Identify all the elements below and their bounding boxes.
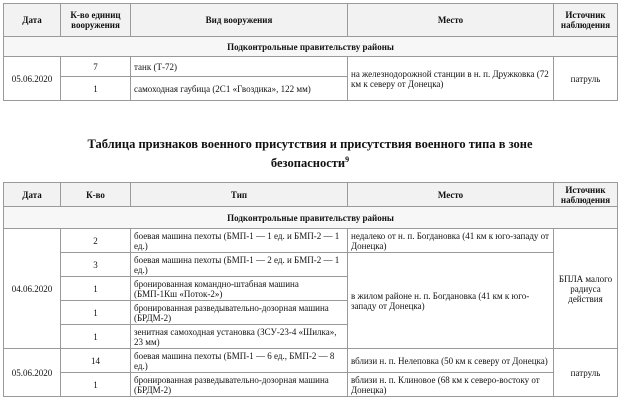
- row-place: на железнодорожной станции в н. п. Дружковка (72 км к северу от Донецка): [348, 57, 554, 101]
- header-qty: К-во: [61, 183, 131, 207]
- caption-line1: Таблица признаков военного присутствия и присутствия военного типа в зоне: [87, 137, 533, 151]
- row-type: боевая машина пехоты (БМП-1 — 6 ед., БМП-2 — 8 ед.): [131, 349, 348, 373]
- header-date: Дата: [4, 183, 61, 207]
- row-qty: 7: [61, 57, 131, 77]
- footnote-marker: 9: [345, 155, 350, 164]
- table-row: [4, 57, 618, 77]
- header-place: Место: [348, 4, 554, 37]
- table-row: [4, 229, 618, 253]
- row-qty: 1: [61, 373, 131, 397]
- row-source: патруль: [554, 349, 618, 397]
- row-type: самоходная гаубица (2С1 «Гвоздика», 122 мм): [131, 77, 348, 101]
- table-weapons: [3, 3, 618, 101]
- table-header-row: [4, 4, 618, 37]
- section-row: [4, 207, 618, 229]
- header-qty: К-во единиц вооружения: [61, 4, 131, 37]
- table-military-presence: [3, 182, 618, 397]
- caption-line2: безопасности: [270, 156, 346, 171]
- row-type: бронированная разведывательно-дозорная машина (БРДМ-2): [131, 301, 348, 325]
- row-type: боевая машина пехоты (БМП-1 — 2 ед. и БМП-2 — 1 ед.): [131, 253, 348, 277]
- table-header-row: [4, 183, 618, 207]
- header-place: Место: [348, 183, 554, 207]
- row-date: 05.06.2020: [4, 349, 61, 397]
- header-type: Тип: [131, 183, 348, 207]
- row-place: недалеко от н. п. Богдановка (41 км к юго-западу от Донецка): [348, 229, 554, 253]
- header-date: Дата: [4, 4, 61, 37]
- row-type: боевая машина пехоты (БМП-1 — 1 ед. и БМП-2 — 1 ед.): [131, 229, 348, 253]
- row-source: БПЛА малого радиуса действия: [554, 229, 618, 349]
- row-qty: 1: [61, 301, 131, 325]
- row-qty: 2: [61, 229, 131, 253]
- row-source: патруль: [554, 57, 618, 101]
- table-caption: [0, 136, 620, 171]
- section-title: Подконтрольные правительству районы: [4, 37, 618, 57]
- row-place: в жилом районе н. п. Богдановка (41 км к юго-западу от Донецка): [348, 253, 554, 349]
- row-place: вблизи н. п. Нелеповка (50 км к северу от Донецка): [348, 349, 554, 373]
- section-row: [4, 37, 618, 57]
- row-qty: 3: [61, 253, 131, 277]
- section-title: Подконтрольные правительству районы: [4, 207, 618, 229]
- row-type: бронированная разведывательно-дозорная машина (БРДМ-2): [131, 373, 348, 397]
- row-date: 05.06.2020: [4, 57, 61, 101]
- header-source: Источник наблюдения: [554, 4, 618, 37]
- row-place: вблизи н. п. Клиновое (68 км к северо-востоку от Донецка): [348, 373, 554, 397]
- table-row: [4, 349, 618, 373]
- row-qty: 14: [61, 349, 131, 373]
- row-type: зенитная самоходная установка (ЗСУ-23-4 «Шилка», 23 мм): [131, 325, 348, 349]
- header-weapon-type: Вид вооружения: [131, 4, 348, 37]
- row-type: бронированная командно-штабная машина (БМП-1Кш «Поток-2»): [131, 277, 348, 301]
- header-source: Источник наблюдения: [554, 183, 618, 207]
- row-qty: 1: [61, 77, 131, 101]
- row-type: танк (Т-72): [131, 57, 348, 77]
- table-row: [4, 253, 618, 277]
- row-qty: 1: [61, 325, 131, 349]
- table-row: [4, 373, 618, 397]
- row-date: 04.06.2020: [4, 229, 61, 349]
- row-qty: 1: [61, 277, 131, 301]
